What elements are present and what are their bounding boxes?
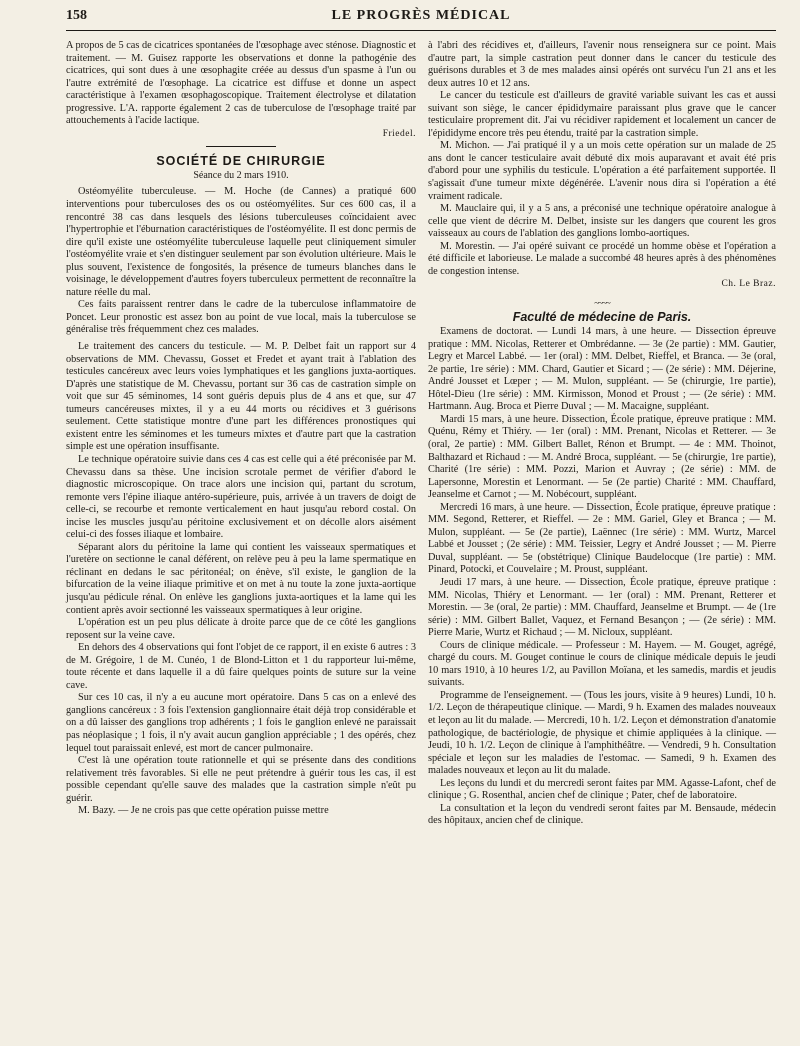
cancer-paragraph-4: L'opération est un peu plus délicate à droite parce que de ce côté les ganglions reposent sur la veine cave. xyxy=(66,617,416,641)
cancer-paragraph-1: Le traitement des cancers du testicule. — M. P. Delbet fait un rapport sur 4 observations de MM. Chevassu, Gosset et Fredet et ayant trait à l'ablation des testicules cancéreux avec leurs voies lymphatiques et les ganglions juxta-aortiques. D'après une statistique de M. Chevassu, portant sur 36 cas de castration simple on voit que sur 45 séminomes, 14 sont guéris depuis plus de 4 ans et que, sur 47 tumeurs cancéreuses mixtes, il y a eu 44 morts ou récidives et 3 guérisons seulement. Cette statistique montre d'une part les différences pronostiques qui existent entre les séminomes et les tumeurs mixtes et d'autre part que la castration simple est une opération insuffisante. xyxy=(66,341,416,453)
bazy-paragraph: M. Bazy. — Je ne crois pas que cette opération puisse mettre xyxy=(78,805,329,817)
michon-paragraph: M. Michon. — J'ai pratiqué il y a un mois cette opération sur un malade de 25 ans dont le cancer testiculaire avait débuté dix mois auparavant et avait été pris d'abord pour une syphilis du testicule. L'opération a été parfaitement supportée. Il s'agissait d'une tumeur mixte dégénérée. L'avenir nous dira si l'opération a été vraiment radicale. xyxy=(428,140,776,202)
bazy-paragraph-2: Le cancer du testicule est d'ailleurs de gravité variable suivant les cas et aussi suivant son siège, le cancer épididymaire paraissant plus grave que le cancer testiculaire proprement dit. J'ai vu récidiver rapidement et localement un cancer de l'épididyme encore très peu étendu, traité par la castration simple. xyxy=(428,90,776,139)
bazy-continuation: à l'abri des récidives et, d'ailleurs, l'avenir nous renseignera sur ce point. Mais d'autre part, la simple castration peut donner dans le cancer du testicule des guérisons durables et 3 de mes malades ainsi opérés ont survécu l'un 21 ans et les deux autres 10 et 12 ans. xyxy=(428,40,776,89)
cancer-paragraph-7: C'est là une opération toute rationnelle et qui se présente dans des conditions relativement très favorables. Si elle ne peut prétendre à guérir tous les cas, il est possible cependant qu'elle sauve des malades que la castration simple n'eût pu guérir. xyxy=(66,755,416,804)
osteomyelite-paragraph: Ostéomyélite tuberculeuse. — M. Hoche (de Cannes) a pratiqué 600 interventions pour tuberculoses des os ou ostéomyélites. Sur ces 600 cas, il a rencontré 38 cas dans lesquels des lésions tuberculeuses coïncidaient avec l'hypertrophie et l'éburnation caractéristiques de l'ostéomyélite. Il est donc permis de dire qu'il existe une ostéomyélite tuberculeuse laquelle peut cliniquement simuler l'ostéomyélite vraie et s'en distinguer seulement par son évolution ultérieure. Mais le plus souvent, l'existence de fongosités, la présence de tumeurs blanches dans le voisinage, le développement d'autres foyers tuberculeux permettent de reconnaître la nature réelle du mal. xyxy=(66,186,416,298)
exams-mercredi: Mercredi 16 mars, à une heure. — Dissection, École pratique, épreuve pratique : MM. Segond, Retterer, et Rieffel. — 2e : MM. Gariel, Gley et Branca ; — M. Mulon, suppléant. — 5e (2e partie), Laënnec (1re série) : MM. Wurtz, Marcel Labbé et Jousset ; (2e série) : MM. Teissier, Legry et André Jousset ; — M. Pierre Duval, suppléant. — 5e (obstétrique) Clinique Baudelocque (1re partie) : MM. Pinard, Potocki, et Couvelaire ; M. Proust, suppléant. xyxy=(428,501,776,576)
page-header xyxy=(66,8,776,31)
page-number: 158 xyxy=(66,8,87,23)
osteomyelite-paragraph-2: Ces faits paraissent rentrer dans le cadre de la tuberculose inflammatoire de Poncet. Leur pronostic est assez bon au point de vue local, mais la tuberculose se généralise très fréquemment chez ces malades. xyxy=(66,299,416,336)
morestin-paragraph: M. Morestin. — J'ai opéré suivant ce procédé un homme obèse et l'opération a été difficile et laborieuse. Le malade a succombé 48 heures après à des phénomènes de congestion intense. xyxy=(428,240,776,277)
cours-paragraph-3: Les leçons du lundi et du mercredi seront faites par MM. Agasse-Lafont, chef de clinique ; G. Rosenthal, ancien chef de clinique ; Pater, chef de laboratoire. xyxy=(428,777,776,802)
wave-divider: ~~~~ xyxy=(594,297,610,308)
journal-title: LE PROGRÈS MÉDICAL xyxy=(331,8,511,23)
mauclaire-paragraph: M. Mauclaire qui, il y a 5 ans, a préconisé une technique opératoire analogue à celle que vient de décrire M. Delbet, insiste sur les dangers que courent les gros vaisseaux au cours de l'ablation des ganglions lombo-aortiques. xyxy=(428,203,776,240)
cancer-paragraph-2: Le technique opératoire suivie dans ces 4 cas est celle qui a été préconisée par M. Chevassu dans sa thèse. Une incision scrotale permet de vérifier d'abord le diagnostic microscopique. On trace alors une incision qui, partant du scrotum, remonte vers l'épine iliaque antéro-supérieure, puis, arrivée à un travers de doigt de celle-ci, se recourbe et remonte verticalement en haut jusqu'au rebord costal. On incise les muscles jusqu'au péritoine exclusivement et on décolle alors aisément celui-ci des fosses iliaque et lombaire. xyxy=(66,453,416,541)
cours-paragraph-2: Programme de l'enseignement. — (Tous les jours, visite à 9 heures) Lundi, 10 h. 1/2. Leçon de thérapeutique clinique. — Mardi, 9 h. Examen des malades nouveaux et leçon au lit du malade. — Mercredi, 10 h. 1/2. Leçon et démonstration d'anatomie pathologique, de bactériologie, de physique et chimie appliquées à la clinique. — Jeudi, 10 h. 1/2. Leçon de clinique à l'amphithéâtre. — Vendredi, 9 h. Consultation spéciale et leçon sur les maladies de l'estomac. — Samedi, 9 h. Examen des malades nouveaux et leçon au lit du malade. xyxy=(428,689,776,777)
cancer-paragraph-3: Séparant alors du péritoine la lame qui contient les vaisseaux spermatiques et l'uretère on sectionne le canal déférent, on relève peu à peu la lame spermatique en réclinant en dedans le sac péritonéal; on énève, s'il existe, le ganglion de la bifurcation de la veine iliaque primitive et on met à nu toute la zone juxta-aortique jusqu'au pédicule rénal. On enlève les ganglions juxta-aortiques et la lame qui les contient après avoir sectionné les vaisseaux spermatiques à leur origine. xyxy=(66,541,416,616)
oesophage-article: A propos de 5 cas de cicatrices spontanées de l'œsophage avec sténose. Diagnostic et traitement. — M. Guisez rapporte les observations et donne la pathogénie des cicatrices, qui sont dues à une œsophagite créée au dessus d'un spasme à l'un ou l'autre extrémité de l'œsophage. La cicatrice est diffuse et donne un aspect caractéristique à l'examen œsophagoscopique. Traitement électrolyse et dilatation progressive. L'A. rapporte également 2 cas de tuberculose de l'œsophage traité par attouchements à l'acide lactique. xyxy=(66,40,416,127)
signature-friedel: Friedel. xyxy=(382,128,416,139)
cancer-paragraph-6: Sur ces 10 cas, il n'y a eu aucune mort opératoire. Dans 5 cas on a enlevé des ganglions cancéreux : 3 fois l'extension ganglionnaire était déjà trop considérable et on a dû laisser des ganglions trop adhérents ; 1 fois le ganglion enlevé ne paraissait pas néoplasique ; 1 fois, il n'y avait aucun ganglion appréciable ; 1 des opérés, chez lequel tout paraissait enlevé, est mort de cancer pulmonaire. xyxy=(66,692,416,754)
cours-paragraph-4: La consultation et la leçon du vendredi seront faites par M. Bensaude, médecin des hôpitaux, ancien chef de clinique. xyxy=(428,802,776,827)
society-date: Séance du 2 mars 1910. xyxy=(193,169,289,181)
cours-paragraph-1: Cours de clinique médicale. — Professeur : M. Hayem. — M. Gouget, agrégé, chargé du cours. M. Gouget continue le cours de clinique médicale depuis le jeudi 10 mars 1910, à 10 heures 1/2, au Pavillon Moïana, et les samedis, mardis et jeudis suivants. xyxy=(428,639,776,689)
signature-le-braz: Ch. Le Braz. xyxy=(721,279,776,290)
right-column xyxy=(428,40,776,828)
exams-mardi: Mardi 15 mars, à une heure. Dissection, École pratique, épreuve pratique : MM. Quénu, Rémy et Thiéry. — 1er (oral) : MM. Prenant, Nicolas et Retterer. — 3e (oral, 2e partie) : MM. Gilbert Ballet, Rénon et Brumpt. — 4e : MM. Thoinot, Balthazard et Richaud : — M. André Broca, suppléant. — 5e (chirurgie, 1re partie), Charité (1re série) : MM. Pozzi, Marion et Auvray ; (2e série) : MM. de Lapersonne, Morestin et Lenormant. — 5e (2e partie) Charité : MM. Chauffard, Jeanselme et Carnot ; — M. Nobécourt, suppléant. xyxy=(428,413,776,501)
cancer-paragraph-5: En dehors des 4 observations qui font l'objet de ce rapport, il en existe 6 autres : 3 de M. Grégoire, 1 de M. Cunéo, 1 de Blond-Litton et 1 du rapporteur lui-même, toute récente et dans laquelle il a dû faire quelques points de suture sur la veine cave. xyxy=(66,642,416,691)
left-column xyxy=(66,40,416,818)
society-title: SOCIÉTÉ DE CHIRURGIE xyxy=(156,154,326,169)
divider xyxy=(206,146,276,147)
faculty-title: Faculté de médecine de Paris. xyxy=(512,310,692,325)
exams-jeudi: Jeudi 17 mars, à une heure. — Dissection, École pratique, épreuve pratique : MM. Nicolas, Thiéry et Lenormant. — 1er (oral) : MM. Prenant, Retterer et Morestin. — 3e (oral, 2e partie) : MM. Chauffard, Jeanselme et Brumpt. — 4e (1re série) : MM. Gilbert Ballet, Vaquez, et Fernand Besançon ; — (2e série) : MM. Pierre Marie, Wurtz et Richaud ; — M. Nicloux, suppléant. xyxy=(428,576,776,639)
exams-lundi: Examens de doctorat. — Lundi 14 mars, à une heure. — Dissection épreuve pratique : MM. Nicolas, Retterer et Ombrédanne. — 3e (2e partie) : MM. Gautier, Legry et Marcel Labbé. — 1er (oral) : MM. Delbet, Rieffel, et Branca. — 3e (oral, 2e partie, 1re série) : MM. Chard, Gautier et Sicard ; — (2e série) : MM. Déjerine, André Jousset et Lœper ; — M. Mulon, suppléant. — 5e (chirurgie, 1re partie), Hôtel-Dieu (1re série) : MM. Kirmisson, Monod et Proust ; — (2e série) : MM. Hartmann. Aug. Broca et Pierre Duval ; — M. Macaigne, suppléant. xyxy=(428,326,776,413)
